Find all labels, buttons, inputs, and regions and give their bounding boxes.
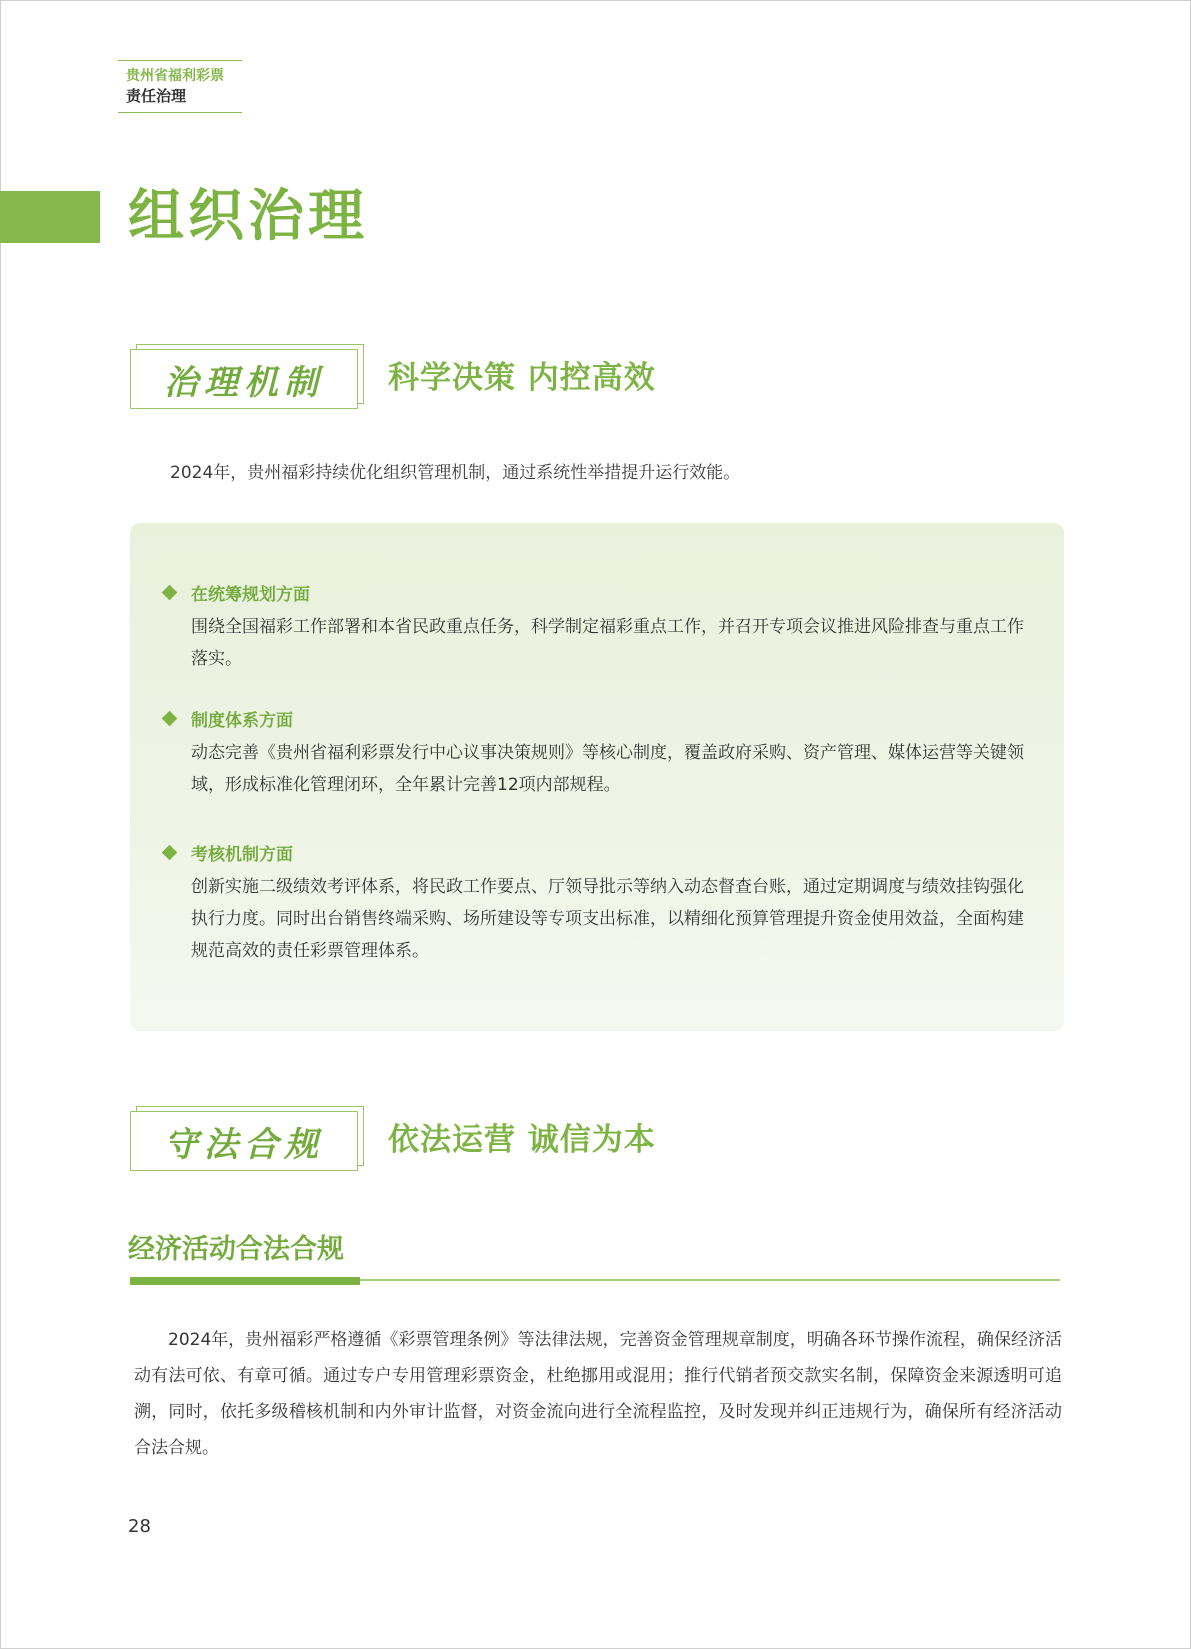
compliance-slogan: 依法运营 诚信为本 [388, 1122, 656, 1158]
section-accent-bar [0, 191, 100, 243]
item-body: 围绕全国福彩工作部署和本省民政重点任务，科学制定福彩重点工作，并召开专项会议推进风险排查与重点工作落实。 [191, 617, 1024, 669]
body-paragraph: 2024年，贵州福彩严格遵循《彩票管理条例》等法律法规，完善资金管理规章制度，明确各环节操作流程，确保经济活动有法可依、有章可循。通过专户专用管理彩票资金，杜绝挪用或混用；推行代销者预交款实名制，保障资金来源透明可追溯，同时，依托多级稽核机制和内外审计监督，对资金流向进行全流程监控，及时发现并纠正违规行为，确保所有经济活动合法合规。 [134, 1330, 1062, 1458]
subheading: 经济活动合法合规 [128, 1234, 344, 1265]
frame-box [130, 1111, 358, 1171]
governance-frame [130, 349, 358, 409]
governance-slogan: 科学决策 内控高效 [388, 360, 656, 396]
item-body: 动态完善《贵州省福利彩票发行中心议事决策规则》等核心制度，覆盖政府采购、资产管理、媒体运营等关键领域，形成标准化管理闭环，全年累计完善12项内部规程。 [191, 743, 1024, 795]
diamond-bullet-icon [162, 844, 178, 860]
diamond-bullet-icon [162, 710, 178, 726]
list-item [160, 839, 1030, 967]
page-title: 组织治理 [128, 184, 368, 249]
header-section: 责任治理 [126, 87, 187, 105]
running-header [118, 60, 242, 113]
frame-box [130, 349, 358, 409]
frame-title: 治理机制 [164, 362, 324, 403]
subheading-rule-accent [130, 1277, 360, 1285]
header-org: 贵州省福利彩票 [126, 68, 224, 84]
item-body: 创新实施二级绩效考评体系，将民政工作要点、厅领导批示等纳入动态督查台账，通过定期调度与绩效挂钩强化执行力度。同时出台销售终端采购、场所建设等专项支出标准，以精细化预算管理提升资金使用效益，全面构建规范高效的责任彩票管理体系。 [191, 877, 1024, 961]
compliance-frame [130, 1111, 358, 1171]
item-title: 制度体系方面 [191, 710, 293, 731]
item-title: 考核机制方面 [191, 844, 293, 865]
list-item [160, 579, 1030, 675]
intro-text: 2024年，贵州福彩持续优化组织管理机制，通过系统性举措提升运行效能。 [170, 463, 741, 483]
list-item [160, 705, 1030, 801]
item-title: 在统筹规划方面 [191, 584, 310, 605]
frame-title: 守法合规 [164, 1124, 324, 1165]
governance-panel [130, 523, 1064, 1031]
diamond-bullet-icon [162, 584, 178, 600]
page-number: 28 [128, 1516, 151, 1537]
